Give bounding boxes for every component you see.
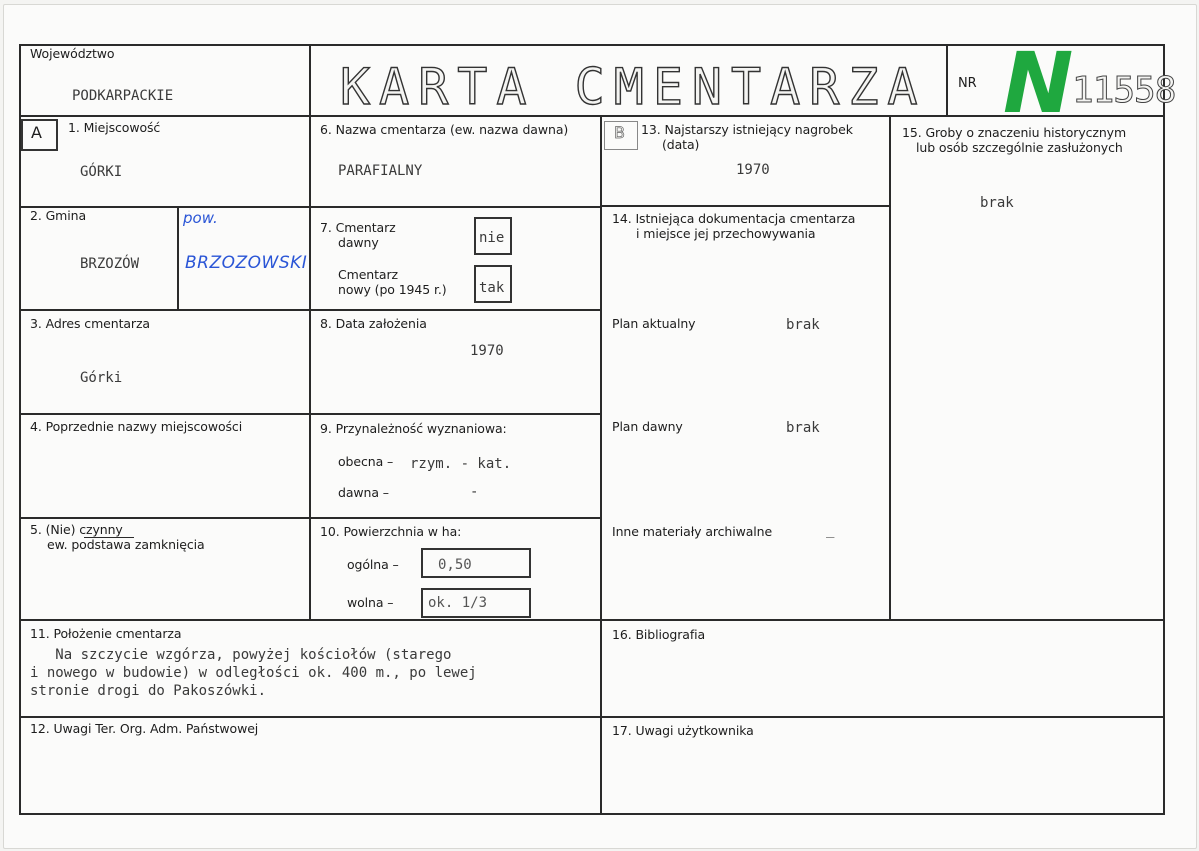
- field-8-label: 8. Data założenia: [320, 316, 427, 331]
- field-2-value: BRZOZÓW: [80, 256, 140, 272]
- divider: [600, 115, 602, 815]
- field-5-sublabel: ew. podstawa zamknięcia: [47, 537, 205, 552]
- inne-materialy-label: Inne materiały archiwalne: [612, 524, 773, 539]
- field-8-value: 1970: [470, 343, 504, 359]
- field-2-handwritten-value: BRZOZOWSKI: [185, 253, 308, 273]
- section-b-letter: B: [614, 123, 625, 142]
- field-3-label: 3. Adres cmentarza: [30, 316, 150, 331]
- wolna-value: ok. 1/3: [428, 595, 488, 611]
- field-11-line-3: stronie drogi do Pakoszówki.: [30, 683, 267, 699]
- plan-aktualny-label: Plan aktualny: [612, 316, 696, 331]
- divider: [19, 716, 1165, 718]
- divider: [19, 309, 602, 311]
- dawna-value: -: [470, 484, 479, 500]
- field-17-label: 17. Uwagi użytkownika: [612, 723, 754, 738]
- nr-number: 11558: [1072, 70, 1176, 111]
- divider: [309, 44, 311, 620]
- field-15-sublabel: lub osób szczególnie zasłużonych: [916, 140, 1123, 155]
- ogolna-value: 0,50: [438, 557, 472, 573]
- divider: [19, 413, 602, 415]
- field-14-label: 14. Istniejąca dokumentacja cmentarza: [612, 211, 856, 226]
- border-left: [19, 44, 21, 815]
- field-6-value: PARAFIALNY: [338, 163, 423, 179]
- field-11-line-2: i nowego w budowie) w odległości ok. 400 m., po lewej: [30, 665, 477, 681]
- wolna-label: wolna –: [347, 595, 394, 610]
- plan-dawny-label: Plan dawny: [612, 419, 683, 434]
- field-2-label: 2. Gmina: [30, 208, 87, 223]
- divider: [889, 115, 891, 620]
- border-top: [19, 44, 1165, 46]
- field-11-line-1: Na szczycie wzgórza, powyżej kościołów (starego: [30, 647, 452, 663]
- field-7-dawny-label: dawny: [338, 235, 379, 250]
- field-5-label: 5. (Nie) czynny: [30, 522, 123, 537]
- field-14-sublabel: i miejsce jej przechowywania: [636, 226, 816, 241]
- wojewodztwo-value: PODKARPACKIE: [72, 88, 174, 104]
- field-1-label: 1. Miejscowość: [68, 120, 161, 135]
- field-1-value: GÓRKI: [80, 164, 123, 180]
- wojewodztwo-label: Województwo: [30, 46, 115, 61]
- field-7-nowy-sublabel: nowy (po 1945 r.): [338, 282, 447, 297]
- field-15-value: brak: [980, 195, 1014, 211]
- dawny-value: nie: [479, 230, 505, 246]
- obecna-value: rzym. - kat.: [410, 456, 512, 472]
- field-11-label: 11. Położenie cmentarza: [30, 626, 182, 641]
- divider: [177, 206, 179, 309]
- inne-materialy-value: _: [826, 522, 835, 538]
- border-right: [1163, 44, 1165, 815]
- dawna-label: dawna –: [338, 485, 389, 500]
- field-13-value: 1970: [736, 162, 770, 178]
- field-3-value: Górki: [80, 370, 123, 386]
- ogolna-label: ogólna –: [347, 557, 399, 572]
- section-a-letter: A: [31, 123, 42, 142]
- field-2-handwritten-label: pow.: [183, 209, 218, 227]
- nr-stamp-letter: N: [1003, 34, 1074, 132]
- field-12-label: 12. Uwagi Ter. Org. Adm. Państwowej: [30, 721, 259, 736]
- nowy-value: tak: [479, 280, 505, 296]
- obecna-label: obecna –: [338, 454, 394, 469]
- divider: [946, 44, 948, 116]
- field-10-label: 10. Powierzchnia w ha:: [320, 524, 462, 539]
- field-16-label: 16. Bibliografia: [612, 627, 706, 642]
- divider: [19, 206, 602, 208]
- nr-label: NR: [958, 76, 977, 91]
- divider: [600, 205, 891, 207]
- field-15-label: 15. Groby o znaczeniu historycznym: [902, 125, 1127, 140]
- plan-aktualny-value: brak: [786, 317, 820, 333]
- field-9-label: 9. Przynależność wyznaniowa:: [320, 421, 507, 436]
- field-7-label: 7. Cmentarz: [320, 220, 396, 235]
- page-title: KARTA CMENTARZA: [340, 58, 927, 116]
- plan-dawny-value: brak: [786, 420, 820, 436]
- field-13-sublabel: (data): [662, 137, 700, 152]
- divider: [19, 517, 602, 519]
- border-bottom: [19, 813, 1165, 815]
- field-4-label: 4. Poprzednie nazwy miejscowości: [30, 419, 243, 434]
- field-13-label: 13. Najstarszy istniejący nagrobek: [641, 122, 853, 137]
- field-6-label: 6. Nazwa cmentarza (ew. nazwa dawna): [320, 122, 569, 137]
- divider: [19, 619, 1165, 621]
- field-7-nowy-label: Cmentarz: [338, 267, 398, 282]
